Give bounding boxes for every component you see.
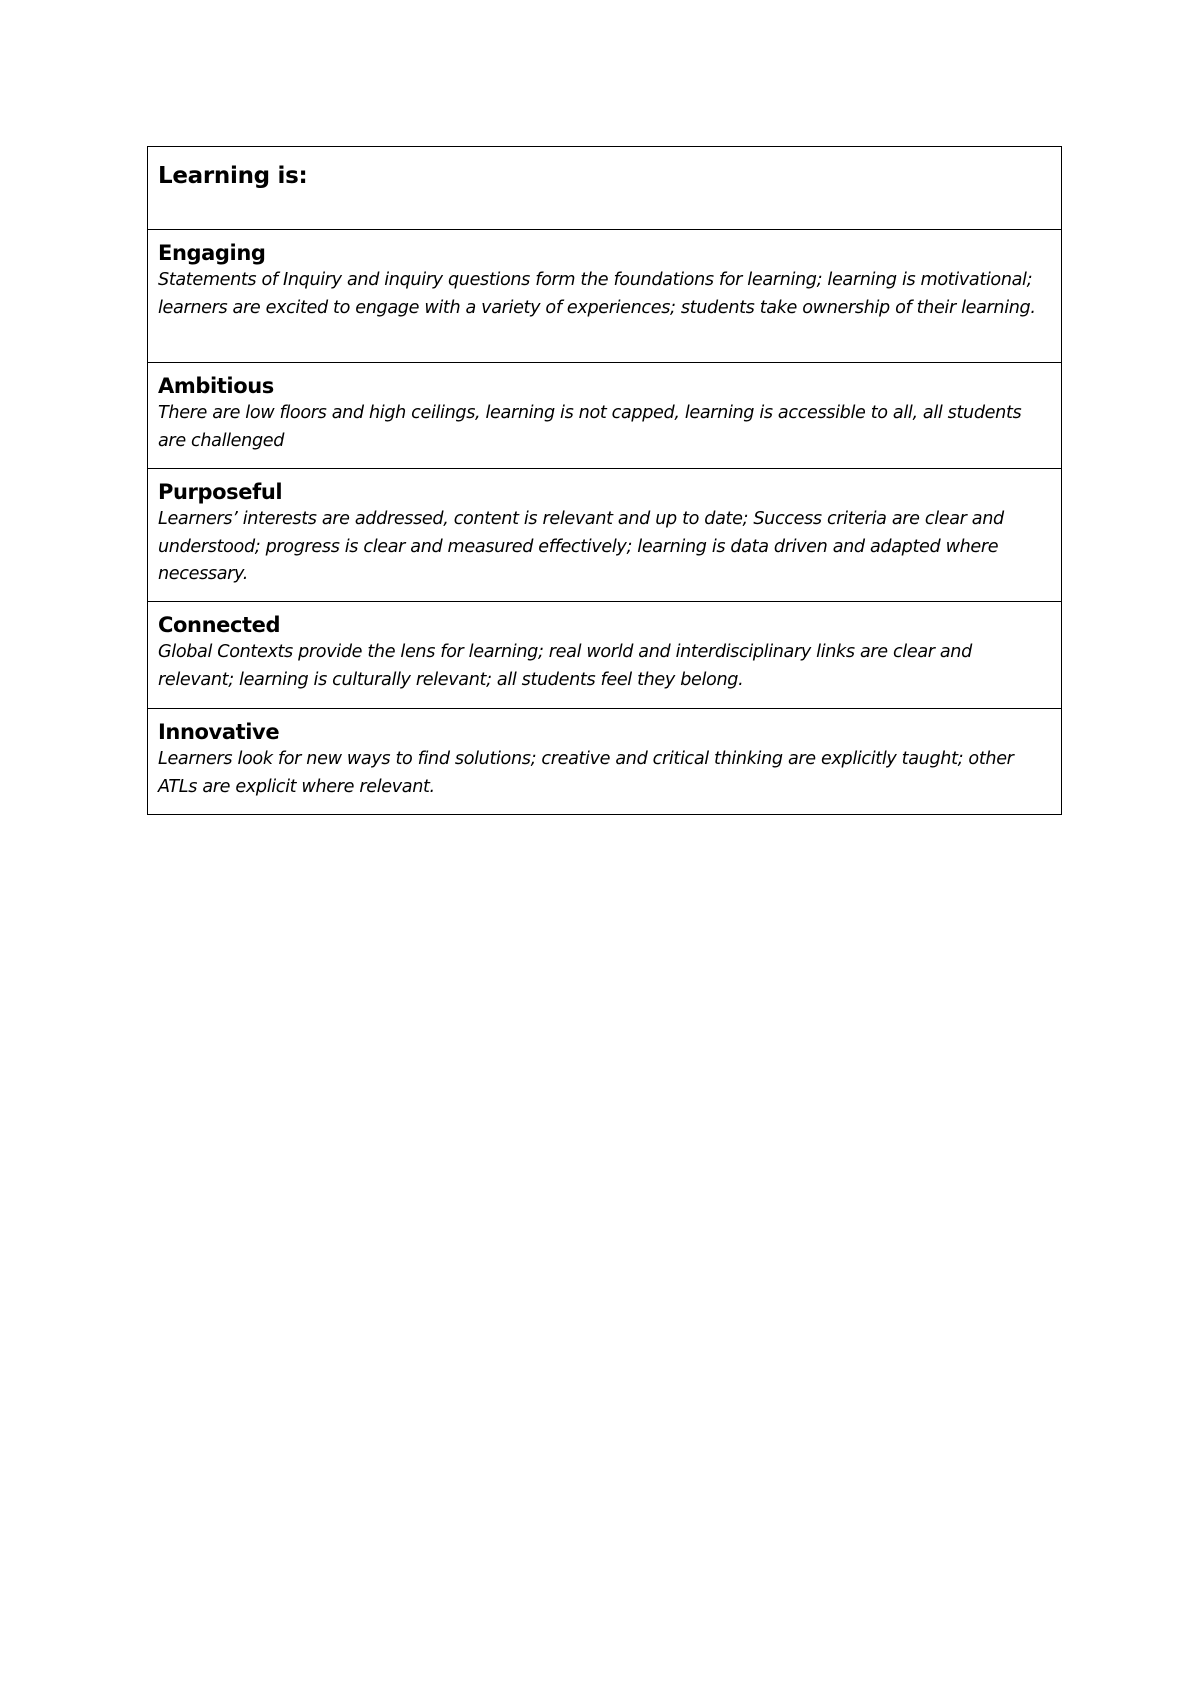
table-row xyxy=(148,469,1062,602)
row-description: There are low floors and high ceilings, learning is not capped, learning is accessible to all, all students are challenged xyxy=(158,403,1022,451)
table-cell-innovative xyxy=(148,709,1062,815)
table-row xyxy=(148,709,1062,815)
row-heading: Innovative xyxy=(158,720,280,744)
row-heading: Connected xyxy=(158,613,281,637)
row-description: Global Contexts provide the lens for learning; real world and interdisciplinary links are clear and relevant; learning is culturally relevant; all students feel they belong. xyxy=(158,642,972,690)
table-title: Learning is: xyxy=(158,163,308,189)
table-row xyxy=(148,602,1062,709)
table-row xyxy=(148,363,1062,469)
row-description: Learners look for new ways to find solutions; creative and critical thinking are explicitly taught; other ATLs are explicit where relevant. xyxy=(158,749,1014,797)
table-cell-engaging xyxy=(148,230,1062,363)
table-cell-connected xyxy=(148,602,1062,709)
row-heading: Engaging xyxy=(158,241,266,265)
table-header-cell xyxy=(148,147,1062,230)
table-row xyxy=(148,230,1062,363)
row-description: Learners’ interests are addressed, content is relevant and up to date; Success criteria are clear and understood; progress is clear and measured effectively; learning is data driven and adapted where necessary. xyxy=(158,509,1004,584)
table-cell-purposeful xyxy=(148,469,1062,602)
table-header-row xyxy=(148,147,1062,230)
learning-table xyxy=(147,146,1062,815)
table-cell-ambitious xyxy=(148,363,1062,469)
row-description: Statements of Inquiry and inquiry questions form the foundations for learning; learning is motivational; learners are excited to engage with a variety of experiences; students take ownership of their learning. xyxy=(158,270,1036,318)
row-heading: Ambitious xyxy=(158,374,274,398)
row-heading: Purposeful xyxy=(158,480,283,504)
